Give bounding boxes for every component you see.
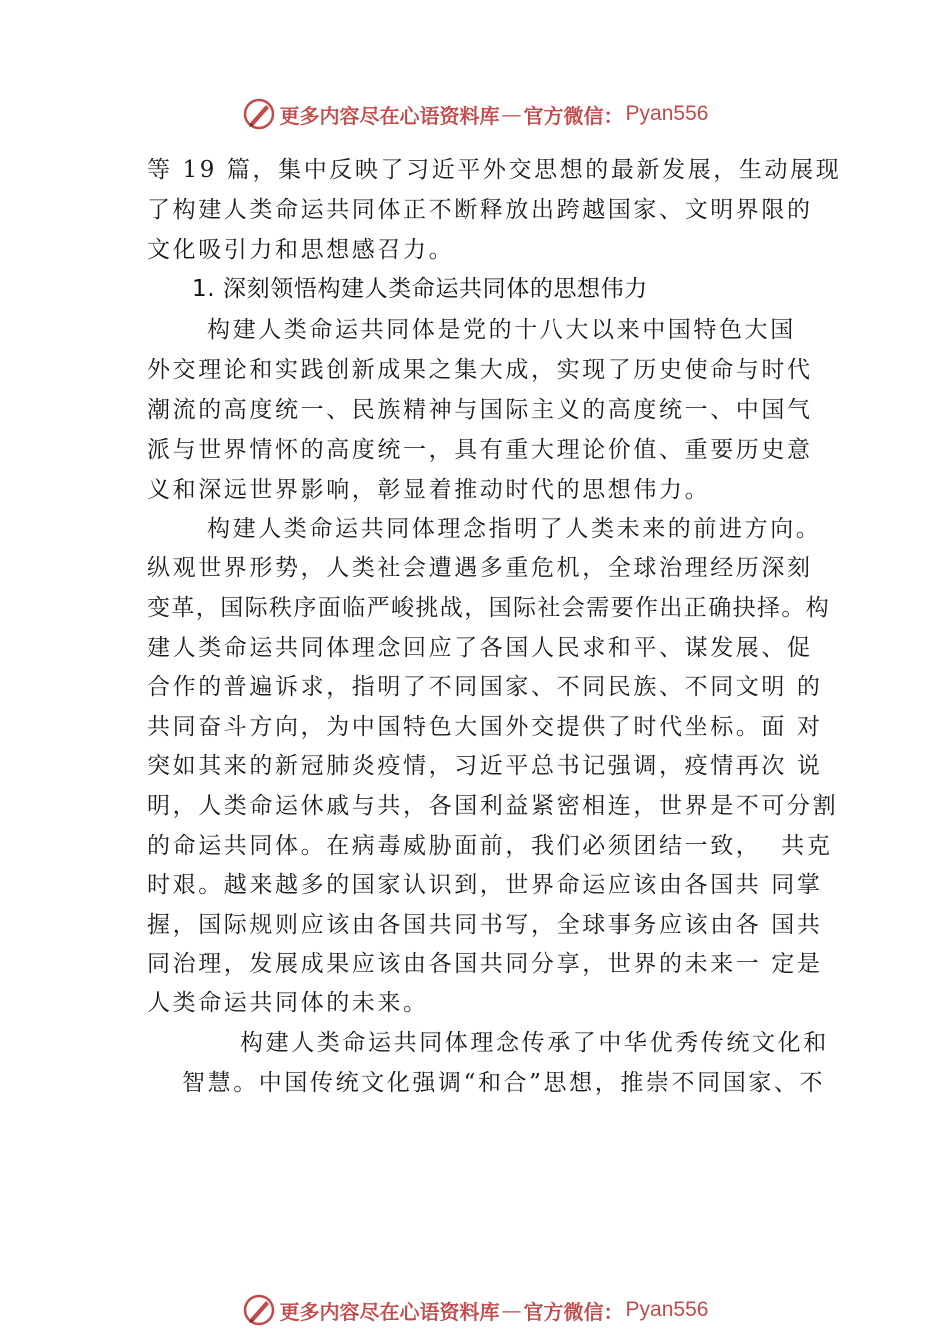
text-line: 变革，国际秩序面临严峻挑战，国际社会需要作出正确抉择。构 — [147, 595, 831, 621]
banner-main-text: 更多内容尽在心语资料库 — [279, 1299, 500, 1324]
text-line: 纵观世界形势，人类社会遭遇多重危机，全球治理经历深刻 — [147, 555, 813, 581]
banner-main-text: 更多内容尽在心语资料库 — [279, 103, 500, 128]
banner-official-label: 官方微信： — [523, 103, 624, 128]
pen-logo-icon — [242, 1293, 276, 1327]
text-line: 时艰。越来越多的国家认识到，世界命运应该由各国共 同掌 — [147, 872, 823, 898]
text-line: 等 19 篇，集中反映了习近平外交思想的最新发展，生动展现 — [147, 157, 842, 183]
banner-wechat-handle: Pyan556 — [625, 102, 709, 125]
text-line: 明，人类命运休戚与共，各国利益紧密相连，世界是不可分割 — [147, 793, 839, 819]
text-line: 构建人类命运共同体是党的十八大以来中国特色大国 — [207, 317, 796, 343]
text-line: 共同奋斗方向，为中国特色大国外交提供了时代坐标。面 对 — [147, 714, 823, 740]
text-line: 同治理，发展成果应该由各国共同分享，世界的未来一 定是 — [147, 951, 823, 977]
text-line: 派与世界情怀的高度统一，具有重大理论价值、重要历史意 — [147, 437, 813, 463]
text-line: 建人类命运共同体理念回应了各国人民求和平、谋发展、促 — [147, 635, 813, 661]
text-line: 构建人类命运共同体理念指明了人类未来的前进方向。 — [207, 516, 822, 542]
banner-dash: — — [501, 102, 522, 126]
text-line: 人类命运共同体的未来。 — [147, 990, 429, 1016]
pen-logo-icon — [242, 97, 276, 131]
banner-dash: — — [501, 1298, 522, 1322]
text-line: 智慧。中国传统文化强调“和合”思想，推崇不同国家、不 — [182, 1070, 826, 1096]
text-line: 构建人类命运共同体理念传承了中华优秀传统文化和 — [240, 1030, 829, 1056]
text-line: 潮流的高度统一、民族精神与国际主义的高度统一、中国气 — [147, 397, 813, 423]
banner-wechat-handle: Pyan556 — [625, 1298, 709, 1321]
text-line: 文化吸引力和思想感召力。 — [147, 237, 455, 263]
section-heading: 1. 深刻领悟构建人类命运共同体的思想伟力 — [192, 276, 648, 302]
banner-official-label: 官方微信： — [523, 1299, 624, 1324]
text-line: 的命运共同体。在病毒威胁面前，我们必须团结一致， 共克 — [147, 833, 833, 859]
text-line: 了构建人类命运共同体正不断释放出跨越国家、文明界限的 — [147, 197, 813, 223]
text-line: 握，国际规则应该由各国共同书写，全球事务应该由各 国共 — [147, 912, 823, 938]
header-banner — [0, 94, 950, 134]
text-line: 外交理论和实践创新成果之集大成，实现了历史使命与时代 — [147, 357, 813, 383]
text-line: 合作的普遍诉求，指明了不同国家、不同民族、不同文明 的 — [147, 674, 823, 700]
text-line: 义和深远世界影响，彰显着推动时代的思想伟力。 — [147, 477, 711, 503]
footer-banner — [0, 1290, 950, 1330]
text-line: 突如其来的新冠肺炎疫情，习近平总书记强调，疫情再次 说 — [147, 753, 823, 779]
